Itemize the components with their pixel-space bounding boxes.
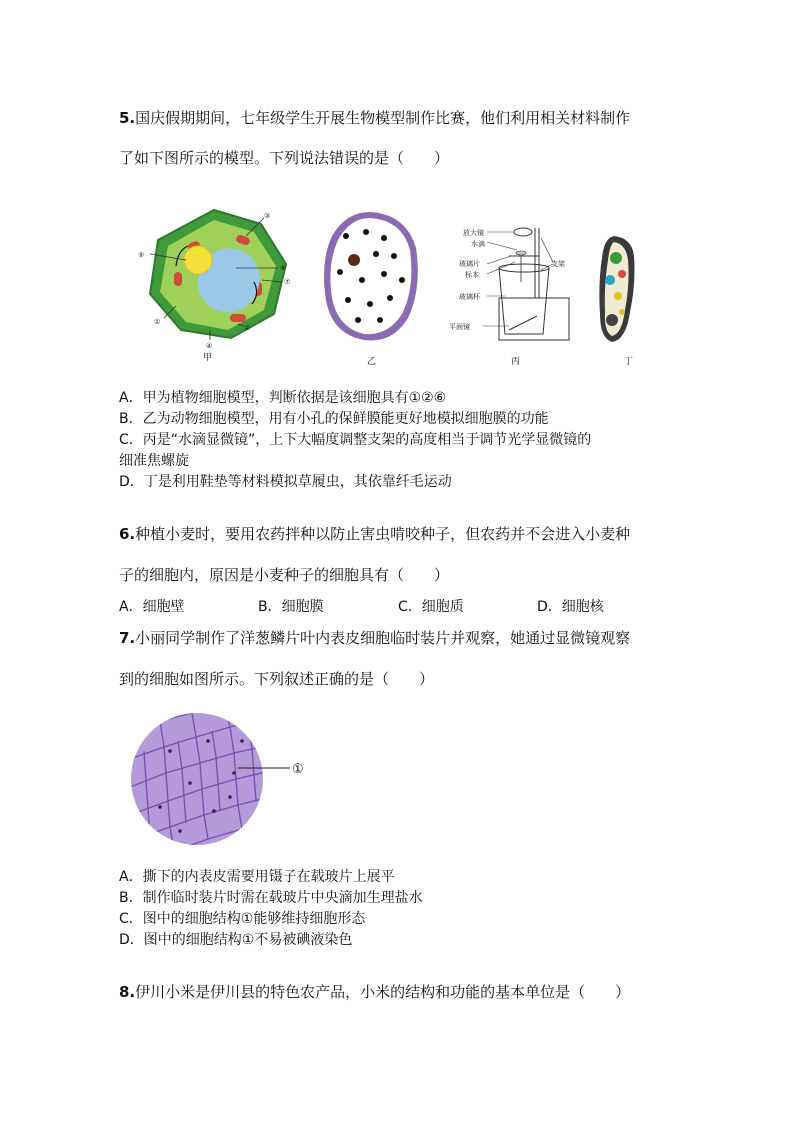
- q5-stem-line1: [119, 108, 630, 128]
- micrograph-label-1: ①: [292, 762, 304, 777]
- label-slide: 玻璃片: [459, 260, 480, 268]
- cell-label-2: ②: [244, 324, 251, 332]
- figure-waterdrop-microscope: [447, 222, 577, 346]
- q6-option-c: C．细胞质: [398, 599, 464, 615]
- figure-paramecium-model: [594, 234, 638, 346]
- cell-label-7: ⑦: [284, 278, 291, 286]
- label-mirror: 平面镜: [449, 323, 470, 331]
- cell-label-3: ③: [264, 212, 271, 220]
- q7-option-b: B．制作临时装片时需在载玻片中央滴加生理盐水: [119, 890, 423, 906]
- q8-stem-text1: 伊川小米是伊川县的特色农产品，小米的结构和功能的基本单位是（ ）: [135, 983, 631, 1001]
- figure-animal-cell-model: [318, 208, 423, 346]
- cell-label-5: ⑤: [138, 251, 145, 259]
- q7-option-d: D．图中的细胞结构①不易被碘液染色: [119, 932, 353, 948]
- cell-label-6: ⑥: [280, 264, 287, 272]
- q5-option-c: C．丙是“水滴显微镜”，上下大幅度调整支架的高度相当于调节光学显微镜的: [119, 432, 592, 448]
- q6-stem-line1: [119, 524, 630, 544]
- q8-stem-line1: [119, 982, 630, 1002]
- q5-number: 5.: [119, 109, 136, 127]
- q6-option-a: A．细胞壁: [119, 599, 185, 615]
- q7-option-c: C．图中的细胞结构①能够维持细胞形态: [119, 911, 366, 927]
- q6-option-b: B．细胞膜: [258, 599, 324, 615]
- label-specimen: 标本: [465, 271, 479, 279]
- label-drop: 水滴: [471, 240, 485, 248]
- q6-stem-text1: 种植小麦时，要用农药拌种以防止害虫啃咬种子，但农药并不会进入小麦种: [135, 525, 631, 543]
- cell-label-1: ①: [154, 318, 161, 326]
- q7-stem-line2: 到的细胞如图所示。下列叙述正确的是（ ）: [119, 670, 435, 688]
- q8-number: 8.: [119, 983, 136, 1001]
- q5-option-a: A．甲为植物细胞模型，判断依据是该细胞具有①②⑥: [119, 390, 447, 406]
- fig-caption-bing: 丙: [511, 357, 521, 367]
- q5-option-b: B．乙为动物细胞模型，用有小孔的保鲜膜能更好地模拟细胞膜的功能: [119, 411, 549, 427]
- cell-label-4: ④: [206, 342, 213, 350]
- figure-plant-cell-model: [136, 202, 301, 352]
- fig-caption-jia: 甲: [203, 353, 213, 363]
- q5-option-c-cont: 细准焦螺旋: [119, 453, 189, 469]
- label-cup: 玻璃杯: [459, 293, 480, 301]
- label-lens: 放大镜: [463, 229, 484, 237]
- fig-caption-yi: 乙: [367, 357, 377, 367]
- q6-option-d: D．细胞核: [537, 599, 604, 615]
- q6-stem-line2: 子的细胞内，原因是小麦种子的细胞具有（ ）: [119, 566, 450, 584]
- q5-option-d: D．丁是利用鞋垫等材料模拟草履虫，其依靠纤毛运动: [119, 474, 452, 490]
- q7-option-a: A．撕下的内表皮需要用镊子在载玻片上展平: [119, 869, 395, 885]
- figure-onion-epidermis-micrograph: [130, 711, 330, 851]
- q7-number: 7.: [119, 629, 136, 647]
- q5-stem-text1: 国庆假期期间，七年级学生开展生物模型制作比赛，他们利用相关材料制作: [135, 109, 631, 127]
- q7-stem-text1: 小丽同学制作了洋葱鳞片叶内表皮细胞临时装片并观察，她通过显微镜观察: [135, 629, 631, 647]
- label-stand: 支架: [551, 260, 565, 268]
- q5-stem-line2: 了如下图所示的模型。下列说法错误的是（ ）: [119, 149, 450, 167]
- q7-stem-line1: [119, 628, 630, 648]
- fig-caption-ding: 丁: [624, 357, 634, 367]
- q6-number: 6.: [119, 525, 136, 543]
